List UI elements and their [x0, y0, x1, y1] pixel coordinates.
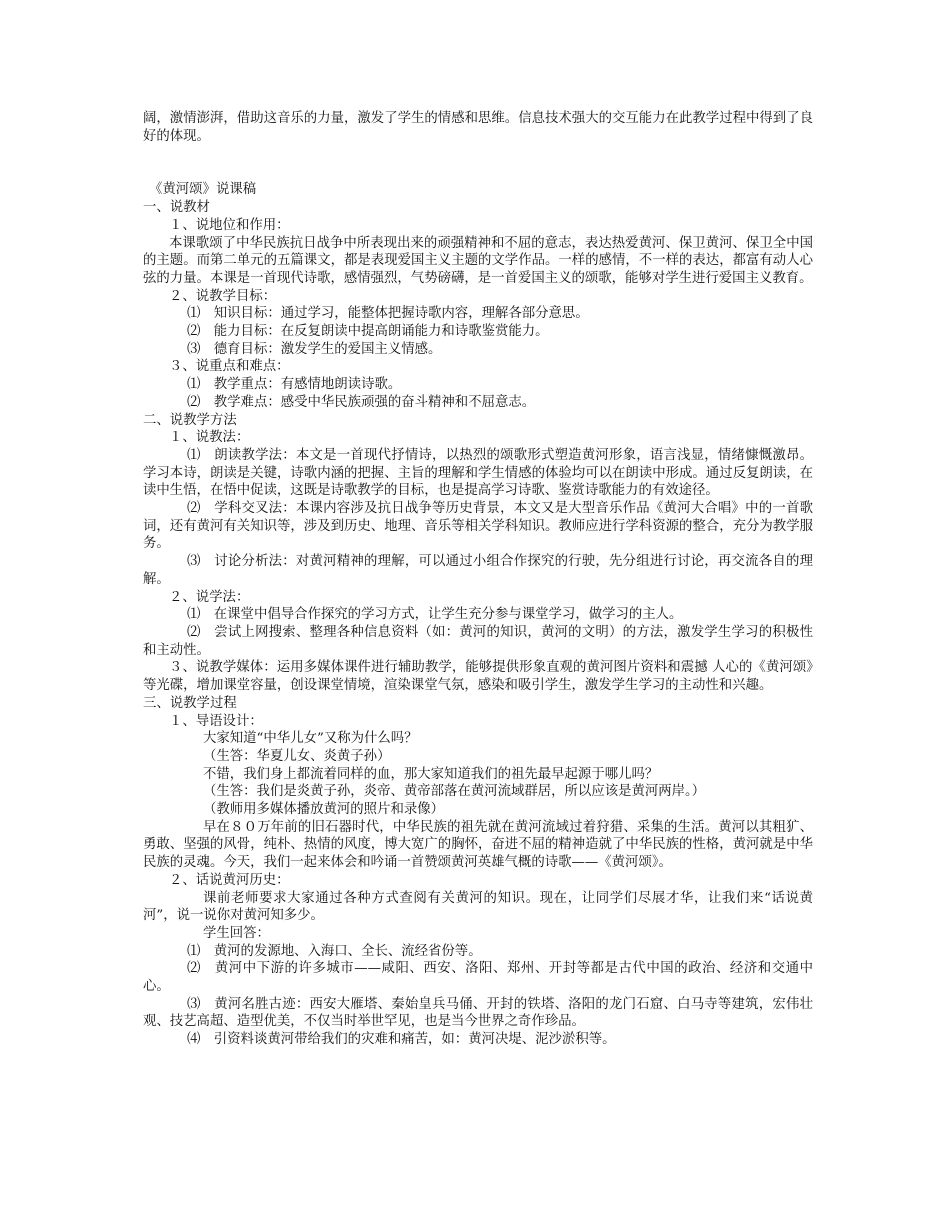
- list-item: ⑵ 学科交叉法：本课内容涉及抗日战争等历史背景，本文又是大型音乐作品《黄河大合唱》中的一首歌词，还有黄河有关知识等，涉及到历史、地理、音乐等相关学科知识。教师应进行学科资源的整合，充分为教学服务。: [143, 501, 813, 552]
- document-title: 《黄河颂》说课稿: [149, 182, 257, 198]
- list-item: ⑶ 讨论分析法：对黄河精神的理解，可以通过小组合作探究的行驶，先分组进行讨论，再交流各自的理解。: [143, 554, 813, 587]
- section-heading: 二、说教学方法: [143, 412, 237, 428]
- intro-paragraph: 阔，激情澎湃，借助这音乐的力量，激发了学生的情感和思维。信息技术强大的交互能力在此教学过程中得到了良好的体现。: [143, 111, 813, 144]
- body-paragraph: 课前老师要求大家通过各种方式查阅有关黄河的知识。现在，让同学们尽展才华，让我们来“话说黄河”，说一说你对黄河知多少。: [143, 890, 813, 924]
- list-item: ⑴ 在课堂中倡导合作探究的学习方式，让学生充分参与课堂学习，做学习的主人。: [187, 607, 683, 623]
- subsection-heading: ３、说重点和难点：: [169, 359, 290, 375]
- section-heading: 三、说教学过程: [143, 695, 237, 711]
- body-paragraph: 本课歌颂了中华民族抗日战争中所表现出来的顽强精神和不屈的意志，表达热爱黄河、保卫黄河、保卫全中国的主题。而第二单元的五篇课文，都是表现爱国主义主题的文学作品。一样的感情，不一样的表达，都富有动人心弦的力量。本课是一首现代诗歌，感情强烈，气势磅礴，是一首爱国主义的颂歌，能够对学生进行爱国主义教育。: [143, 235, 813, 286]
- list-item: ⑵ 教学难点：感受中华民族顽强的奋斗精神和不屈意志。: [187, 394, 536, 410]
- document-page: [143, 110, 813, 1049]
- dialog-line: （生答：华夏儿女、炎黄子孙）: [203, 748, 391, 764]
- body-paragraph: ３、说教学媒体：运用多媒体课件进行辅助教学，能够提供形象直观的黄河图片资料和震撼 人心的《黄河颂》等光碟，增加课堂容量，创设课堂情境，渲染课堂气氛，感染和吸引学生，激发学生学习的主动性和兴趣。: [143, 660, 813, 694]
- list-item: ⑵ 黄河中下游的许多城市——咸阳、西安、洛阳、郑州、开封等都是古代中国的政治、经济和交通中心。: [143, 961, 813, 995]
- answer-label: 学生回答：: [203, 925, 270, 941]
- dialog-line: 不错，我们身上都流着同样的血，那大家知道我们的祖先最早起源于哪儿吗？: [203, 766, 659, 782]
- subsection-heading: ２、说教学目标：: [169, 288, 277, 304]
- list-item: ⑶ 德育目标：激发学生的爱国主义情感。: [187, 341, 442, 357]
- subsection-heading: １、说教法：: [169, 430, 250, 446]
- dialog-line: （教师用多媒体播放黄河的照片和录像）: [203, 802, 445, 818]
- list-item: ⑴ 教学重点：有感情地朗读诗歌。: [187, 377, 402, 393]
- subsection-heading: １、说地位和作用：: [169, 217, 290, 233]
- dialog-line: （生答：我们是炎黄子孙，炎帝、黄帝部落在黄河流域群居，所以应该是黄河两岸。）: [203, 784, 706, 800]
- list-item: ⑴ 黄河的发源地、入海口、全长、流经省份等。: [187, 943, 482, 959]
- section-heading: 一、说教材: [143, 200, 210, 216]
- dialog-line: 大家知道“中华儿女”又称为什么吗？: [203, 731, 418, 747]
- subsection-heading: １、导语设计：: [169, 713, 263, 729]
- body-paragraph: 早在８０万年前的旧石器时代，中华民族的祖先就在黄河流域过着狩猎、采集的生活。黄河以其粗犷、勇敢、坚强的风骨，纯朴、热情的风度，博大宽广的胸怀，奋进不屈的精神造就了中华民族的性格，黄河就是中华民族的灵魂。今天，我们一起来体会和吟诵一首赞颂黄河英雄气概的诗歌——《黄河颂》。: [143, 819, 813, 871]
- list-item: ⑶ 黄河名胜古迹：西安大雁塔、秦始皇兵马俑、开封的铁塔、洛阳的龙门石窟、白马寺等建筑，宏伟壮观、技艺高超、造型优美，不仅当时举世罕见，也是当今世界之奇作珍品。: [143, 996, 813, 1030]
- list-item: ⑷ 引资料谈黄河带给我们的灾难和痛苦，如：黄河决堤、泥沙淤积等。: [187, 1032, 616, 1048]
- list-item: ⑵ 尝试上网搜索、整理各种信息资料（如：黄河的知识，黄河的文明）的方法，激发学生学习的积极性和主动性。: [143, 624, 813, 658]
- list-item: ⑴ 朗读教学法：本文是一首现代抒情诗，以热烈的颂歌形式塑造黄河形象，语言浅显，情绪慷慨激昂。学习本诗，朗读是关键，诗歌内涵的把握、主旨的理解和学生情感的体验均可以在朗读中形成。通过反复朗读，在读中生悟，在悟中促读，这既是诗歌教学的目标，也是提高学习诗歌、鉴赏诗歌能力的有效途径。: [143, 447, 813, 499]
- subsection-heading: ２、说学法：: [169, 589, 250, 605]
- list-item: ⑵ 能力目标：在反复朗读中提高朗诵能力和诗歌鉴赏能力。: [187, 324, 549, 340]
- subsection-heading: ２、话说黄河历史：: [169, 872, 290, 888]
- list-item: ⑴ 知识目标：通过学习，能整体把握诗歌内容，理解各部分意思。: [187, 306, 589, 322]
- blank-line: [143, 145, 813, 181]
